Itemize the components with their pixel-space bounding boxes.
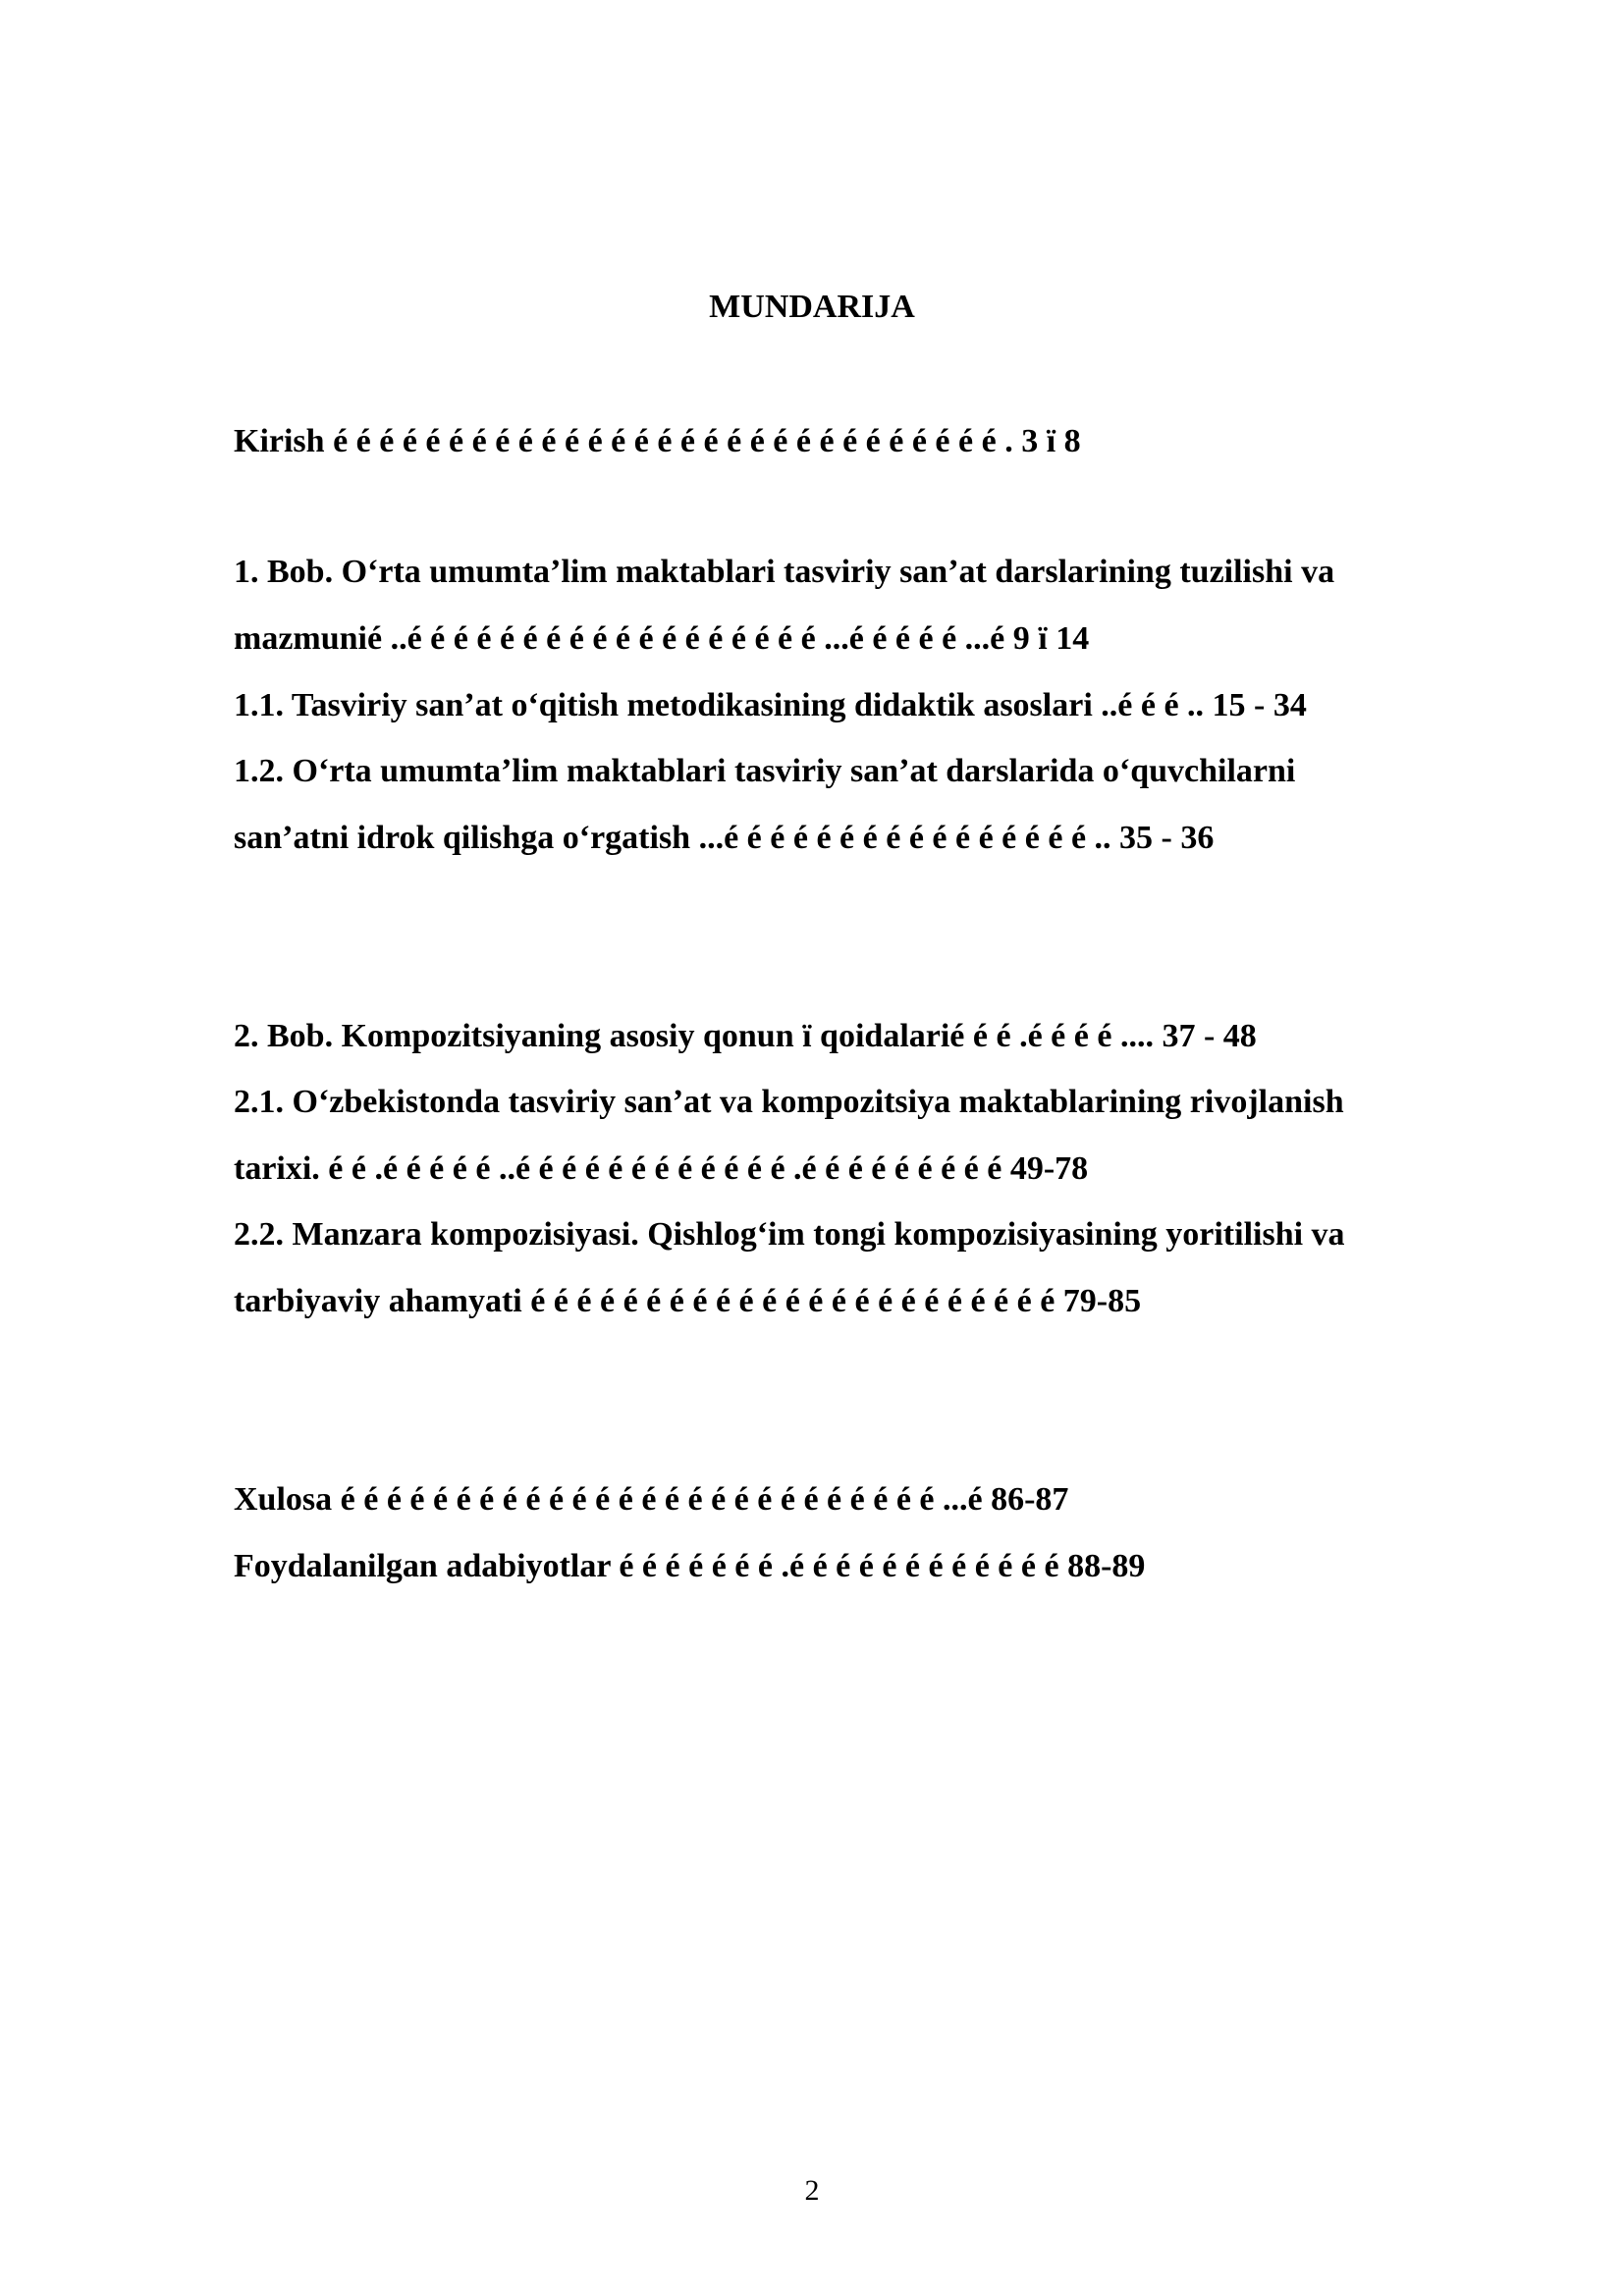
toc-entry-kirish: Kirish é é é é é é é é é é é é é é é é é é é é é é é é é é é é é . 3 ï 8	[234, 423, 1081, 459]
page-title: MUNDARIJA	[709, 289, 915, 325]
toc-entry-section-1-2-line-2: sanʼatni idrok qilishga oʻrgatish ...é é é é é é é é é é é é é é é é .. 35 - 36	[234, 820, 1215, 856]
toc-entry-section-1-1: 1.1. Tasviriy sanʼat oʻqitish metodikasining didaktik asoslari ..é é é .. 15 - 34	[234, 687, 1307, 723]
toc-entry-bob-2: 2. Bob. Kompozitsiyaning asosiy qonun ï qoidalarié é é .é é é é .... 37 - 48	[234, 1018, 1257, 1054]
toc-entry-section-1-2-line-1: 1.2. Oʻrta umumtaʼlim maktablari tasviriy sanʼat darslarida oʻquvchilarni	[234, 753, 1296, 789]
toc-entry-bob-1-line-1: 1. Bob. Oʻrta umumtaʼlim maktablari tasviriy sanʼat darslarining tuzilishi va	[234, 554, 1335, 590]
toc-entry-section-2-2-line-2: tarbiyaviy ahamyati é é é é é é é é é é é é é é é é é é é é é é é 79-85	[234, 1283, 1142, 1319]
page-number: 2	[804, 2174, 820, 2207]
toc-entry-bob-1-line-2: mazmunié ..é é é é é é é é é é é é é é é é é é ...é é é é é ...é 9 ï 14	[234, 620, 1090, 657]
toc-entry-xulosa: Xulosa é é é é é é é é é é é é é é é é é é é é é é é é é é ...é 86-87	[234, 1481, 1069, 1518]
toc-entry-section-2-1-line-2: tarixi. é é .é é é é é ..é é é é é é é é é é é é .é é é é é é é é é 49-78	[234, 1150, 1089, 1187]
toc-entry-section-2-1-line-1: 2.1. Oʻzbekistonda tasviriy sanʼat va kompozitsiya maktablarining rivojlanish	[234, 1084, 1344, 1120]
toc-entry-section-2-2-line-1: 2.2. Manzara kompozisiyasi. Qishlogʻim tongi kompozisiyasining yoritilishi va	[234, 1216, 1345, 1253]
toc-entry-adabiyotlar: Foydalanilgan adabiyotlar é é é é é é é .é é é é é é é é é é é é 88-89	[234, 1548, 1146, 1584]
